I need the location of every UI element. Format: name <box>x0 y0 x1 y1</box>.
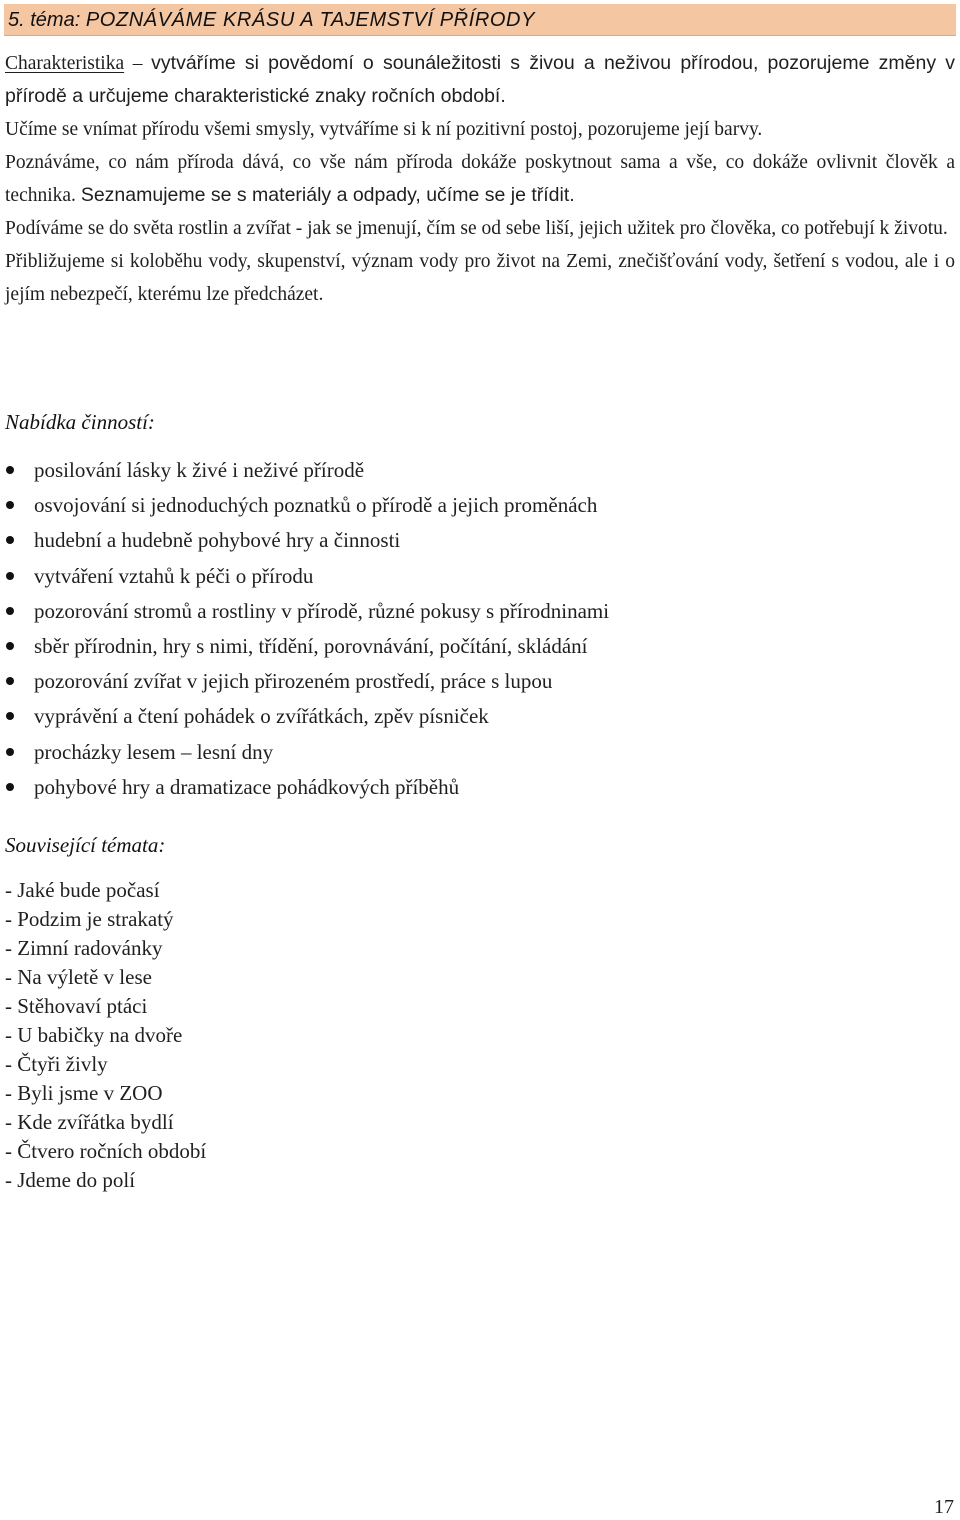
list-item: - Čtvero ročních období <box>5 1139 207 1163</box>
bullet-icon <box>6 642 14 650</box>
bullet-icon <box>6 677 14 685</box>
activity-text: osvojování si jednoduchých poznatků o přírodě a jejich proměnách <box>34 493 598 518</box>
page-number: 17 <box>934 1496 954 1518</box>
list-item: - Byli jsme v ZOO <box>5 1081 163 1105</box>
list-item: - Stěhovaví ptáci <box>5 994 148 1018</box>
bullet-icon <box>6 783 14 791</box>
list-item: - Čtyři živly <box>5 1052 108 1076</box>
list-item <box>0 735 950 770</box>
characteristics-paragraph-2: Učíme se vnímat přírodu všemi smysly, vytváříme si k ní pozitivní postoj, pozorujeme její barvy. <box>5 119 763 140</box>
characteristics-text-1: vytváříme si povědomí o sounáležitosti s živou a neživou přírodou, pozorujeme změny v přírodě a určujeme charakteristické znaky ročních období. <box>5 52 955 107</box>
list-item: - Kde zvířátka bydlí <box>5 1110 174 1134</box>
topic-number: 5. téma: <box>8 9 81 31</box>
characteristics-paragraph-1 <box>5 47 955 113</box>
characteristics-paragraph-3 <box>5 146 955 212</box>
list-item: - Zimní radovánky <box>5 936 163 960</box>
list-item: - U babičky na dvoře <box>5 1023 183 1047</box>
characteristics-text-3a: Poznáváme, co nám příroda dává, co vše nám příroda dokáže poskytnout sama a vše, co dokáže ovlivnit člověk a technika. <box>5 152 955 206</box>
bullet-icon <box>6 712 14 720</box>
list-item: - Na výletě v lese <box>5 965 152 989</box>
activity-text: hudební a hudebně pohybové hry a činnosti <box>34 528 401 553</box>
list-item <box>0 699 950 734</box>
characteristics-paragraph-4: Podíváme se do světa rostlin a zvířat - jak se jmenují, čím se od sebe liší, jejich užitek pro člověka, co potřebují k životu. <box>5 218 948 239</box>
list-item <box>0 453 950 488</box>
list-item <box>0 559 950 594</box>
related-topics-list <box>5 876 206 1195</box>
activity-text: procházky lesem – lesní dny <box>34 739 274 764</box>
activity-text: vytváření vztahů k péči o přírodu <box>34 563 314 588</box>
topic-header <box>4 4 956 36</box>
list-item <box>0 488 950 523</box>
bullet-icon <box>6 748 14 756</box>
activity-text: pohybové hry a dramatizace pohádkových příběhů <box>34 774 460 799</box>
bullet-icon <box>6 466 14 474</box>
list-item <box>0 629 950 664</box>
list-item <box>0 770 950 805</box>
activity-text: sběr přírodnin, hry s nimi, třídění, porovnávání, počítání, skládání <box>34 633 588 658</box>
list-item: - Jdeme do polí <box>5 1168 136 1192</box>
list-item <box>0 523 950 558</box>
topic-title: POZNÁVÁME KRÁSU A TAJEMSTVÍ PŘÍRODY <box>85 9 536 31</box>
characteristics-paragraph-5: Přibližujeme si koloběhu vody, skupenství, význam vody pro život na Zemi, znečišťování vody, šetření s vodou, ale i o jejím nebezpečí, kterému lze předcházet. <box>5 251 955 305</box>
bullet-icon <box>6 572 14 580</box>
list-item <box>0 664 950 699</box>
bullet-icon <box>6 607 14 615</box>
activity-text: pozorování stromů a rostliny v přírodě, různé pokusy s přírodninami <box>34 598 610 623</box>
activities-heading: Nabídka činností: <box>5 410 155 434</box>
bullet-icon <box>6 501 14 509</box>
characteristics-label: Charakteristika <box>5 53 125 74</box>
characteristics-text-3b: Seznamujeme se s materiály a odpady, učíme se je třídit. <box>80 184 575 206</box>
activity-text: vyprávění a čtení pohádek o zvířátkách, zpěv písniček <box>34 704 489 729</box>
characteristics-block <box>5 47 955 311</box>
activity-text: pozorování zvířat v jejich přirozeném prostředí, práce s lupou <box>34 669 553 694</box>
related-topics-heading: Související témata: <box>5 833 166 857</box>
bullet-icon <box>6 536 14 544</box>
characteristics-dash: – <box>132 53 143 74</box>
list-item: - Podzim je strakatý <box>5 907 174 931</box>
activity-text: posilování lásky k živé i neživé přírodě <box>34 458 365 482</box>
list-item: - Jaké bude počasí <box>5 878 160 902</box>
list-item <box>0 594 950 629</box>
activities-list <box>0 453 950 805</box>
